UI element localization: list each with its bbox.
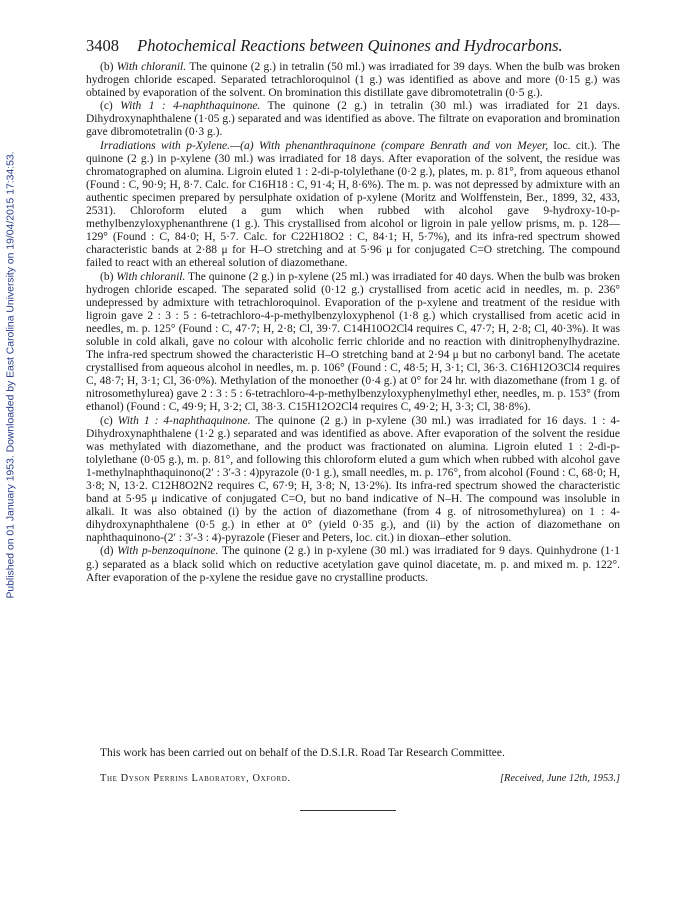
paragraph-xylene-naphthaquinone	[86, 415, 620, 546]
paragraph-text: The quinone (2 g.) in p-xylene (30 ml.) was irradiated for 16 days. 1 : 4-Dihydroxynaphthalene (1·2 g.) separated and was identified as above. After evaporation of the solvent the residue was methylated with diazomethane, and the product was fractionated on alumina. Ligroin eluted 1 : 2-di-p-tolylethane (0·05 g.), m. p. 81°, and following this chloroform eluted a gum which when rubbed with alcohol gave 1-methylnaphthaquinono(2′ : 3′-3 : 4)pyrazole (0·1 g.), small needles, m. p. 176°, from alcohol (Found : C, 68·0; H, 3·8; N, 13·2. C12H8O2N2 requires C, 67·9; H, 3·8; N, 13·2%). Its infra-red spectrum showed the characteristic band at 5·95 μ indicative of conjugated C=O, but no band indicative of N–H. The compound was insoluble in alkali. It was also obtained (i) by the action of diazomethane (from 4 g. of nitrosomethylurea) on 1 : 4-dihydroxynaphthalene (0·5 g.) in ether at 0° (yield 0·35 g.), and (ii) by the action of diazomethane on naphthaquinono-(2′ : 3′-3 : 4)-pyrazole (Fieser and Peters, loc. cit.) in dioxan–ether solution.	[86, 414, 620, 545]
section-label: (d)	[100, 545, 118, 558]
section-heading: With 1 : 4-naphthaquinone.	[117, 414, 251, 427]
section-heading: With chloranil.	[116, 61, 187, 73]
acknowledgement: This work has been carried out on behalf of the D.S.I.R. Road Tar Research Committee.	[100, 747, 505, 759]
section-label: (b)	[100, 270, 117, 283]
article-footer	[100, 773, 620, 784]
page-number: 3408	[86, 36, 119, 55]
laboratory-address: The Dyson Perrins Laboratory, Oxford.	[100, 773, 291, 784]
paragraph-text: The quinone (2 g.) in p-xylene (30 ml.) was irradiated for 9 days. Quinhydrone (1·1 g.) separated as a black solid which on reductive acetylation gave quinol diacetate, m. p. and mixed m. p. 122°. After evaporation of the p-xylene the residue gave no crystalline products.	[86, 545, 620, 584]
end-rule	[300, 810, 396, 811]
section-heading: Irradiations with p-Xylene.—(a) With phenanthraquinone (compare Benrath and von Meyer,	[100, 139, 549, 152]
section-heading: With chloranil.	[116, 270, 186, 283]
paragraph-tetralin-chloranil	[86, 61, 620, 100]
paragraph-tetralin-naphthaquinone	[86, 100, 620, 139]
paragraph-xylene-chloranil	[86, 271, 620, 415]
article-body	[86, 61, 620, 585]
received-date: [Received, June 12th, 1953.]	[499, 773, 620, 784]
section-label: (c)	[100, 414, 118, 427]
download-watermark	[3, 150, 19, 600]
paragraph-text: loc. cit.). The quinone (2 g.) in p-xylene (30 ml.) was irradiated for 18 days. After evaporation of the solvent, the residue was chromatographed on alumina. Ligroin eluted 1 : 2-di-p-tolylethane (0·2 g.), plates, m. p. 81°, from aqueous ethanol (Found : C, 90·9; H, 8·7. Calc. for C16H18 : C, 91·4; H, 8·6%). The m. p. was not depressed by admixture with an authentic specimen prepared by persulphate oxidation of p-xylene (Moritz and Wolffenstein, Ber., 1899, 32, 433, 2531). Chloroform eluted a gum which when rubbed with alcohol gave 9-hydroxy-10-p-methylbenzyloxyphenanthrene (1 g.). This crystallised from alcohol or ligroin in pale yellow prisms, m. p. 128—129° (Found : C, 84·0; H, 5·7. Calc. for C22H18O2 : C, 84·1; H, 5·7%), and its infra-red spectrum showed characteristic bands at 2·88 μ for H–O stretching and at 5·96 μ for conjugated C=O stretching. The compound failed to react with an ethereal solution of diazomethane.	[86, 139, 620, 270]
paragraph-xylene-phenanthraquinone	[86, 140, 620, 271]
section-label: (c)	[100, 100, 121, 113]
section-heading: With p-benzoquinone.	[117, 545, 219, 558]
paragraph-xylene-benzoquinone	[86, 545, 620, 584]
download-note: Published on 01 January 1953. Downloaded by East Carolina University on 19/04/2015 17:34:53.	[5, 151, 17, 599]
running-title: Photochemical Reactions between Quinones and Hydrocarbons.	[137, 36, 563, 55]
paragraph-text: The quinone (2 g.) in p-xylene (25 ml.) was irradiated for 40 days. When the bulb was broken hydrogen chloride escaped. The separated solid (0·12 g.) crystallised from acetic acid in needles, m. p. 236° undepressed by admixture with tetrachloroquinol. Evaporation of the p-xylene and treatment of the residue with ligroin gave 2 : 3 : 5 : 6-tetrachloro-4-p-methylbenzyloxyphenol (1·8 g.) which crystallised from acetic acid in needles, m. p. 125° (Found : C, 47·7; H, 2·8; Cl, 39·7. C14H10O2Cl4 requires C, 47·7; H, 2·8; Cl, 40·3%). It was soluble in cold alkali, gave no colour with alcoholic ferric chloride and no reaction with dinitrophenylhydrazine. The infra-red spectrum showed the characteristic H–O stretching band at 2·94 μ but no carbonyl band. The acetate crystallised from aqueous alcohol in needles, m. p. 106° (Found : C, 48·5; H, 3·1; Cl, 36·3. C16H12O3Cl4 requires C, 48·7; H, 3·1; Cl, 36·0%). Methylation of the monoether (0·4 g.) at 0° for 24 hr. with diazomethane (from 1 g. of nitrosomethylurea) gave 2 : 3 : 5 : 6-tetrachloro-4-p-methylbenzyloxyphenylmethyl ether, needles, m. p. 153° (from ethanol) (Found : C, 49·9; H, 3·2; Cl, 38·3. C15H12O2Cl4 requires C, 49·2; H, 3·3; Cl, 38·8%).	[86, 270, 620, 414]
page-header	[86, 36, 618, 56]
paragraph-text: The quinone (2 g.) in tetralin (50 ml.) was irradiated for 39 days. When the bulb was broken hydrogen chloride escaped. Separated tetrachloroquinol (1 g.) was identified as above and more (0·15 g.) was obtained by evaporation of the solvent. On bromination this distillate gave dibromotetralin (0·5 g.).	[86, 61, 621, 100]
section-heading: With 1 : 4-naphthaquinone.	[120, 100, 261, 113]
section-label: (b)	[100, 61, 117, 73]
paragraph-text: The quinone (2 g.) in tetralin (30 ml.) was irradiated for 21 days. Dihydroxynaphthalene (1·05 g.) separated and was identified as above. The filtrate on evaporation and bromination gave dibromotetralin (0·3 g.).	[86, 100, 620, 139]
